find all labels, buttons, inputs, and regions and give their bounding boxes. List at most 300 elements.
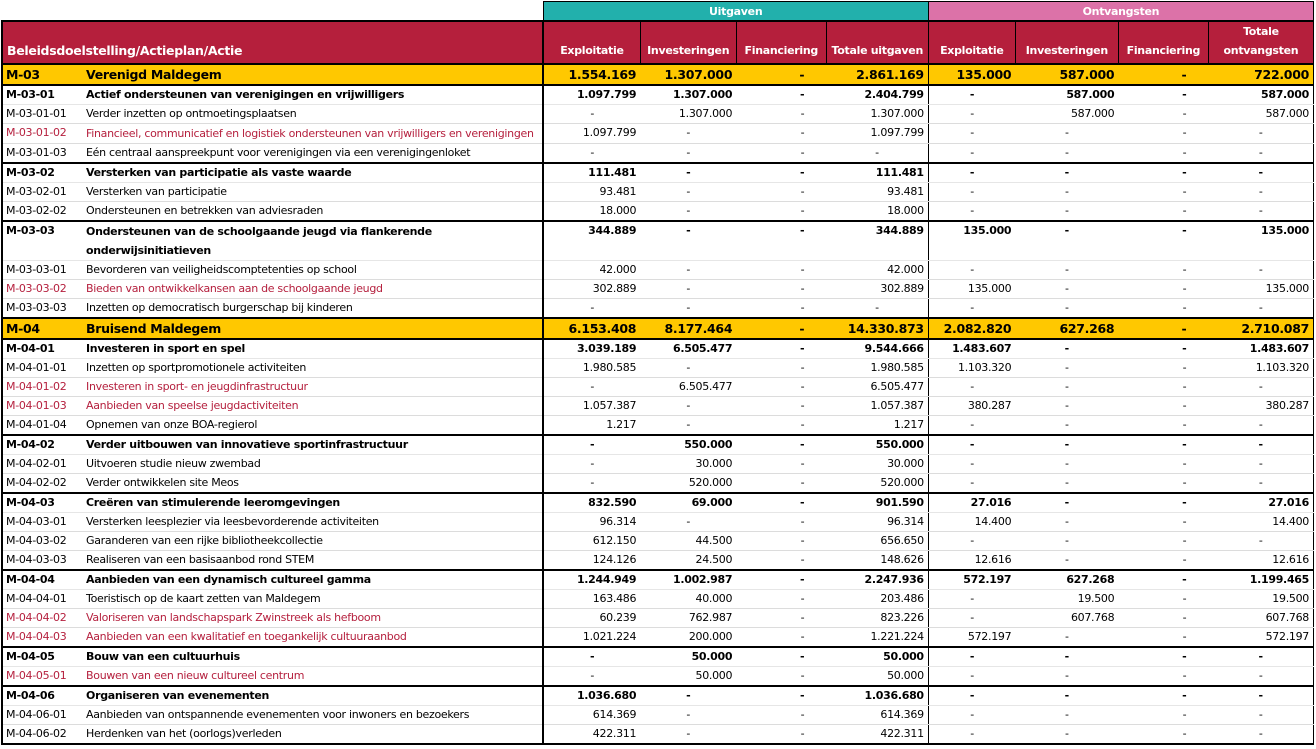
cell-o-exploitatie: -	[928, 455, 1015, 474]
cell-u-financiering: -	[736, 416, 826, 436]
cell-o-financiering: -	[1118, 163, 1208, 183]
cell-u-financiering: -	[736, 124, 826, 144]
cell-totale-uitgaven: 1.221.224	[826, 628, 928, 648]
column-header-main: Beleidsdoelstelling/Actieplan/Actie	[2, 21, 543, 64]
cell-u-financiering: -	[736, 435, 826, 455]
row-code: M-04-03-03	[2, 551, 82, 571]
actieplan-row	[2, 647, 1314, 667]
cell-o-investeringen: -	[1015, 706, 1118, 725]
row-code: M-03-02-01	[2, 183, 82, 202]
cell-u-exploitatie: 1.036.680	[543, 686, 640, 706]
cell-u-financiering: -	[736, 667, 826, 687]
actie-row	[2, 706, 1314, 725]
cell-u-exploitatie: 1.021.224	[543, 628, 640, 648]
cell-u-exploitatie: -	[543, 144, 640, 164]
cell-totale-uitgaven: 823.226	[826, 609, 928, 628]
group-header-uitgaven: Uitgaven	[543, 2, 928, 22]
cell-totale-ontvangsten: -	[1208, 202, 1313, 222]
cell-totale-ontvangsten: -	[1208, 725, 1313, 745]
cell-totale-uitgaven: 30.000	[826, 455, 928, 474]
cell-o-financiering: -	[1118, 590, 1208, 609]
cell-o-exploitatie: -	[928, 261, 1015, 280]
row-description: Investeren in sport- en jeugdinfrastructuur	[82, 378, 543, 397]
cell-o-financiering: -	[1118, 725, 1208, 745]
cell-totale-ontvangsten: 27.016	[1208, 493, 1313, 513]
cell-totale-uitgaven: 18.000	[826, 202, 928, 222]
cell-u-financiering: -	[736, 85, 826, 105]
cell-totale-uitgaven: 2.404.799	[826, 85, 928, 105]
cell-u-financiering: -	[736, 221, 826, 261]
actie-row	[2, 105, 1314, 124]
cell-o-investeringen: -	[1015, 299, 1118, 319]
column-header-row	[2, 21, 1314, 64]
row-code: M-04-06-01	[2, 706, 82, 725]
cell-u-investeringen: 762.987	[640, 609, 736, 628]
actie-row	[2, 532, 1314, 551]
cell-totale-ontvangsten: 135.000	[1208, 221, 1313, 261]
cell-u-financiering: -	[736, 280, 826, 299]
cell-u-investeringen: -	[640, 513, 736, 532]
column-header-o-exploitatie: Exploitatie	[928, 21, 1015, 64]
cell-o-exploitatie: -	[928, 85, 1015, 105]
row-code: M-03-01	[2, 85, 82, 105]
cell-o-exploitatie: 135.000	[928, 280, 1015, 299]
cell-o-exploitatie: 1.483.607	[928, 339, 1015, 359]
row-code: M-03-01-03	[2, 144, 82, 164]
cell-totale-ontvangsten: 1.483.607	[1208, 339, 1313, 359]
cell-o-exploitatie: 572.197	[928, 570, 1015, 590]
row-code: M-04-01	[2, 339, 82, 359]
row-code: M-04-06	[2, 686, 82, 706]
actie-row	[2, 725, 1314, 745]
row-code: M-03-01-02	[2, 124, 82, 144]
cell-o-investeringen: -	[1015, 686, 1118, 706]
cell-o-investeringen: 627.268	[1015, 570, 1118, 590]
cell-o-investeringen: 587.000	[1015, 85, 1118, 105]
cell-u-investeringen: -	[640, 359, 736, 378]
row-code: M-03-03	[2, 221, 82, 261]
cell-o-exploitatie: -	[928, 202, 1015, 222]
cell-u-exploitatie: -	[543, 299, 640, 319]
actie-row	[2, 667, 1314, 687]
cell-totale-ontvangsten: 135.000	[1208, 280, 1313, 299]
cell-u-exploitatie: 1.980.585	[543, 359, 640, 378]
cell-totale-uitgaven: 6.505.477	[826, 378, 928, 397]
row-code: M-04-04	[2, 570, 82, 590]
cell-u-investeringen: 40.000	[640, 590, 736, 609]
actie-row	[2, 144, 1314, 164]
cell-o-exploitatie: -	[928, 105, 1015, 124]
cell-totale-ontvangsten: 587.000	[1208, 105, 1313, 124]
cell-u-financiering: -	[736, 261, 826, 280]
row-description: Actief ondersteunen van verenigingen en vrijwilligers	[82, 85, 543, 105]
goal-row	[2, 64, 1314, 85]
cell-u-financiering: -	[736, 474, 826, 494]
cell-totale-uitgaven: 111.481	[826, 163, 928, 183]
row-code: M-04-05-01	[2, 667, 82, 687]
cell-u-exploitatie: 6.153.408	[543, 318, 640, 339]
cell-o-financiering: -	[1118, 493, 1208, 513]
cell-o-financiering: -	[1118, 299, 1208, 319]
cell-totale-ontvangsten: 380.287	[1208, 397, 1313, 416]
cell-u-investeringen: -	[640, 397, 736, 416]
cell-o-exploitatie: 572.197	[928, 628, 1015, 648]
cell-totale-uitgaven: 42.000	[826, 261, 928, 280]
cell-totale-uitgaven: 550.000	[826, 435, 928, 455]
row-description: Versterken leesplezier via leesbevorderende activiteiten	[82, 513, 543, 532]
row-description: Ondersteunen van de schoolgaande jeugd via flankerende onderwijsinitiatieven	[82, 221, 543, 261]
cell-o-exploitatie: 1.103.320	[928, 359, 1015, 378]
cell-totale-ontvangsten: 572.197	[1208, 628, 1313, 648]
actieplan-row	[2, 435, 1314, 455]
cell-o-financiering: -	[1118, 318, 1208, 339]
column-header-totale-ontvangsten: Totale ontvangsten	[1208, 21, 1313, 64]
cell-totale-ontvangsten: 722.000	[1208, 64, 1313, 85]
cell-o-investeringen: -	[1015, 493, 1118, 513]
cell-u-exploitatie: -	[543, 647, 640, 667]
cell-u-exploitatie: 1.057.387	[543, 397, 640, 416]
cell-u-exploitatie: 93.481	[543, 183, 640, 202]
cell-o-financiering: -	[1118, 513, 1208, 532]
cell-u-financiering: -	[736, 532, 826, 551]
cell-o-exploitatie: 380.287	[928, 397, 1015, 416]
cell-o-exploitatie: -	[928, 647, 1015, 667]
actie-row	[2, 416, 1314, 436]
cell-o-exploitatie: -	[928, 686, 1015, 706]
cell-u-financiering: -	[736, 609, 826, 628]
cell-totale-uitgaven: 93.481	[826, 183, 928, 202]
cell-o-investeringen: -	[1015, 725, 1118, 745]
cell-u-exploitatie: -	[543, 378, 640, 397]
cell-o-financiering: -	[1118, 144, 1208, 164]
cell-o-financiering: -	[1118, 378, 1208, 397]
cell-totale-ontvangsten: -	[1208, 183, 1313, 202]
cell-totale-uitgaven: 1.036.680	[826, 686, 928, 706]
actie-row	[2, 397, 1314, 416]
cell-totale-ontvangsten: -	[1208, 124, 1313, 144]
row-description: Financieel, communicatief en logistiek ondersteunen van vrijwilligers en verenigingen	[82, 124, 543, 144]
cell-o-financiering: -	[1118, 124, 1208, 144]
cell-u-exploitatie: 96.314	[543, 513, 640, 532]
actie-row	[2, 261, 1314, 280]
cell-totale-uitgaven: 2.861.169	[826, 64, 928, 85]
cell-o-investeringen: -	[1015, 532, 1118, 551]
cell-totale-ontvangsten: 2.710.087	[1208, 318, 1313, 339]
cell-totale-uitgaven: 14.330.873	[826, 318, 928, 339]
cell-totale-uitgaven: 302.889	[826, 280, 928, 299]
row-description: Investeren in sport en spel	[82, 339, 543, 359]
row-code: M-04-01-02	[2, 378, 82, 397]
actie-row	[2, 299, 1314, 319]
budget-table	[1, 1, 1314, 745]
actieplan-row	[2, 570, 1314, 590]
actie-row	[2, 455, 1314, 474]
cell-totale-ontvangsten: -	[1208, 706, 1313, 725]
row-code: M-04-01-01	[2, 359, 82, 378]
cell-u-investeringen: -	[640, 221, 736, 261]
cell-o-financiering: -	[1118, 455, 1208, 474]
cell-u-investeringen: -	[640, 416, 736, 436]
actie-row	[2, 628, 1314, 648]
cell-u-financiering: -	[736, 378, 826, 397]
cell-totale-uitgaven: 520.000	[826, 474, 928, 494]
cell-totale-uitgaven: 50.000	[826, 647, 928, 667]
row-description: Realiseren van een basisaanbod rond STEM	[82, 551, 543, 571]
goal-row	[2, 318, 1314, 339]
row-code: M-04-03-02	[2, 532, 82, 551]
cell-totale-uitgaven: 1.307.000	[826, 105, 928, 124]
cell-totale-ontvangsten: -	[1208, 378, 1313, 397]
cell-o-financiering: -	[1118, 609, 1208, 628]
cell-o-financiering: -	[1118, 532, 1208, 551]
row-code: M-03-02	[2, 163, 82, 183]
cell-o-financiering: -	[1118, 551, 1208, 571]
cell-totale-ontvangsten: 1.103.320	[1208, 359, 1313, 378]
cell-u-investeringen: 8.177.464	[640, 318, 736, 339]
row-description: Versterken van participatie als vaste waarde	[82, 163, 543, 183]
cell-u-financiering: -	[736, 183, 826, 202]
cell-u-investeringen: 44.500	[640, 532, 736, 551]
cell-u-exploitatie: 1.244.949	[543, 570, 640, 590]
cell-o-exploitatie: -	[928, 725, 1015, 745]
cell-u-investeringen: 69.000	[640, 493, 736, 513]
cell-u-investeringen: 1.307.000	[640, 105, 736, 124]
cell-u-exploitatie: 1.217	[543, 416, 640, 436]
cell-u-financiering: -	[736, 105, 826, 124]
cell-o-financiering: -	[1118, 416, 1208, 436]
row-code: M-03-03-03	[2, 299, 82, 319]
cell-totale-uitgaven: 656.650	[826, 532, 928, 551]
cell-u-financiering: -	[736, 339, 826, 359]
cell-u-investeringen: 520.000	[640, 474, 736, 494]
cell-u-financiering: -	[736, 628, 826, 648]
row-code: M-04-06-02	[2, 725, 82, 745]
cell-u-investeringen: -	[640, 261, 736, 280]
cell-totale-ontvangsten: -	[1208, 261, 1313, 280]
cell-o-exploitatie: 27.016	[928, 493, 1015, 513]
cell-o-financiering: -	[1118, 397, 1208, 416]
cell-totale-uitgaven: 344.889	[826, 221, 928, 261]
cell-o-investeringen: 607.768	[1015, 609, 1118, 628]
cell-u-financiering: -	[736, 163, 826, 183]
cell-u-exploitatie: 344.889	[543, 221, 640, 261]
row-description: Verder uitbouwen van innovatieve sportinfrastructuur	[82, 435, 543, 455]
row-code: M-03-03-01	[2, 261, 82, 280]
cell-totale-ontvangsten: -	[1208, 299, 1313, 319]
row-code: M-04-03	[2, 493, 82, 513]
cell-u-financiering: -	[736, 647, 826, 667]
cell-o-financiering: -	[1118, 202, 1208, 222]
cell-totale-uitgaven: 1.097.799	[826, 124, 928, 144]
row-code: M-03	[2, 64, 82, 85]
row-description: Verder ontwikkelen site Meos	[82, 474, 543, 494]
cell-o-exploitatie: -	[928, 532, 1015, 551]
row-description: Bevorderen van veiligheidscomptetenties op school	[82, 261, 543, 280]
row-description: Aanbieden van een kwalitatief en toegankelijk cultuuraanbod	[82, 628, 543, 648]
cell-u-investeringen: -	[640, 144, 736, 164]
table-body	[2, 64, 1314, 744]
cell-o-investeringen: -	[1015, 628, 1118, 648]
cell-u-financiering: -	[736, 202, 826, 222]
cell-u-exploitatie: -	[543, 474, 640, 494]
cell-totale-ontvangsten: 14.400	[1208, 513, 1313, 532]
cell-u-financiering: -	[736, 397, 826, 416]
row-description: Bouw van een cultuurhuis	[82, 647, 543, 667]
actieplan-row	[2, 85, 1314, 105]
row-description: Organiseren van evenementen	[82, 686, 543, 706]
cell-totale-ontvangsten: -	[1208, 474, 1313, 494]
cell-totale-uitgaven: 1.217	[826, 416, 928, 436]
cell-u-financiering: -	[736, 359, 826, 378]
cell-o-exploitatie: -	[928, 474, 1015, 494]
actieplan-row	[2, 493, 1314, 513]
cell-o-financiering: -	[1118, 686, 1208, 706]
cell-o-financiering: -	[1118, 221, 1208, 261]
cell-o-investeringen: -	[1015, 416, 1118, 436]
cell-u-financiering: -	[736, 299, 826, 319]
cell-o-investeringen: -	[1015, 378, 1118, 397]
cell-totale-ontvangsten: -	[1208, 647, 1313, 667]
column-header-u-exploitatie: Exploitatie	[543, 21, 640, 64]
cell-u-investeringen: 550.000	[640, 435, 736, 455]
cell-o-financiering: -	[1118, 706, 1208, 725]
cell-o-investeringen: 627.268	[1015, 318, 1118, 339]
row-description: Verder inzetten op ontmoetingsplaatsen	[82, 105, 543, 124]
cell-u-investeringen: 6.505.477	[640, 339, 736, 359]
column-header-u-financiering: Financiering	[736, 21, 826, 64]
row-description: Inzetten op democratisch burgerschap bij kinderen	[82, 299, 543, 319]
cell-o-exploitatie: -	[928, 609, 1015, 628]
cell-o-investeringen: -	[1015, 202, 1118, 222]
cell-o-exploitatie: -	[928, 416, 1015, 436]
group-header-ontvangsten: Ontvangsten	[928, 2, 1313, 22]
cell-u-exploitatie: -	[543, 667, 640, 687]
actieplan-row	[2, 686, 1314, 706]
row-description: Valoriseren van landschapspark Zwinstreek als hefboom	[82, 609, 543, 628]
cell-o-financiering: -	[1118, 64, 1208, 85]
cell-u-investeringen: 50.000	[640, 667, 736, 687]
cell-totale-ontvangsten: 12.616	[1208, 551, 1313, 571]
actie-row	[2, 513, 1314, 532]
cell-totale-ontvangsten: 1.199.465	[1208, 570, 1313, 590]
cell-o-exploitatie: -	[928, 435, 1015, 455]
row-description: Aanbieden van ontspannende evenementen voor inwoners en bezoekers	[82, 706, 543, 725]
actieplan-row	[2, 163, 1314, 183]
cell-o-investeringen: -	[1015, 183, 1118, 202]
cell-u-investeringen: -	[640, 163, 736, 183]
cell-o-investeringen: -	[1015, 280, 1118, 299]
row-code: M-03-03-02	[2, 280, 82, 299]
cell-totale-uitgaven: -	[826, 299, 928, 319]
cell-u-exploitatie: 124.126	[543, 551, 640, 571]
cell-totale-ontvangsten: 19.500	[1208, 590, 1313, 609]
cell-o-investeringen: -	[1015, 163, 1118, 183]
cell-u-exploitatie: 422.311	[543, 725, 640, 745]
cell-totale-ontvangsten: 607.768	[1208, 609, 1313, 628]
actie-row	[2, 378, 1314, 397]
cell-totale-uitgaven: 148.626	[826, 551, 928, 571]
cell-u-exploitatie: 302.889	[543, 280, 640, 299]
cell-u-financiering: -	[736, 570, 826, 590]
cell-o-exploitatie: 135.000	[928, 64, 1015, 85]
actie-row	[2, 124, 1314, 144]
cell-o-financiering: -	[1118, 105, 1208, 124]
cell-u-investeringen: 1.307.000	[640, 64, 736, 85]
row-description: Creëren van stimulerende leeromgevingen	[82, 493, 543, 513]
row-code: M-04-01-04	[2, 416, 82, 436]
row-description: Verenigd Maldegem	[82, 64, 543, 85]
cell-totale-uitgaven: 203.486	[826, 590, 928, 609]
cell-u-exploitatie: 3.039.189	[543, 339, 640, 359]
cell-u-financiering: -	[736, 144, 826, 164]
cell-o-investeringen: -	[1015, 397, 1118, 416]
cell-u-investeringen: -	[640, 124, 736, 144]
cell-o-exploitatie: -	[928, 706, 1015, 725]
row-description: Bruisend Maldegem	[82, 318, 543, 339]
cell-o-investeringen: -	[1015, 435, 1118, 455]
actie-row	[2, 183, 1314, 202]
cell-totale-ontvangsten: -	[1208, 532, 1313, 551]
cell-o-investeringen: -	[1015, 359, 1118, 378]
cell-o-investeringen: 587.000	[1015, 105, 1118, 124]
column-header-totale-uitgaven: Totale uitgaven	[826, 21, 928, 64]
cell-u-financiering: -	[736, 318, 826, 339]
cell-u-exploitatie: 60.239	[543, 609, 640, 628]
cell-o-exploitatie: -	[928, 590, 1015, 609]
cell-totale-uitgaven: 422.311	[826, 725, 928, 745]
row-description: Versterken van participatie	[82, 183, 543, 202]
actie-row	[2, 474, 1314, 494]
cell-u-investeringen: 50.000	[640, 647, 736, 667]
row-description: Toeristisch op de kaart zetten van Maldegem	[82, 590, 543, 609]
cell-u-exploitatie: 1.554.169	[543, 64, 640, 85]
row-description: Ondersteunen en betrekken van adviesraden	[82, 202, 543, 222]
cell-o-exploitatie: -	[928, 667, 1015, 687]
cell-u-financiering: -	[736, 706, 826, 725]
cell-u-exploitatie: 614.369	[543, 706, 640, 725]
cell-u-financiering: -	[736, 513, 826, 532]
cell-o-investeringen: 587.000	[1015, 64, 1118, 85]
cell-u-investeringen: 6.505.477	[640, 378, 736, 397]
actieplan-row	[2, 221, 1314, 261]
cell-o-exploitatie: 2.082.820	[928, 318, 1015, 339]
cell-u-exploitatie: 1.097.799	[543, 85, 640, 105]
row-code: M-04-04-03	[2, 628, 82, 648]
cell-o-exploitatie: -	[928, 144, 1015, 164]
cell-o-financiering: -	[1118, 628, 1208, 648]
row-description: Garanderen van een rijke bibliotheekcollectie	[82, 532, 543, 551]
cell-u-investeringen: -	[640, 299, 736, 319]
cell-o-exploitatie: -	[928, 378, 1015, 397]
row-description: Aanbieden van een dynamisch cultureel gamma	[82, 570, 543, 590]
cell-totale-uitgaven: 50.000	[826, 667, 928, 687]
cell-o-investeringen: -	[1015, 513, 1118, 532]
cell-o-financiering: -	[1118, 435, 1208, 455]
cell-totale-uitgaven: 901.590	[826, 493, 928, 513]
actie-row	[2, 280, 1314, 299]
cell-o-financiering: -	[1118, 261, 1208, 280]
cell-totale-ontvangsten: -	[1208, 416, 1313, 436]
cell-o-exploitatie: -	[928, 124, 1015, 144]
row-code: M-04-05	[2, 647, 82, 667]
row-code: M-03-02-02	[2, 202, 82, 222]
cell-u-exploitatie: 111.481	[543, 163, 640, 183]
cell-u-investeringen: 24.500	[640, 551, 736, 571]
cell-u-exploitatie: 42.000	[543, 261, 640, 280]
group-header-row	[2, 2, 1314, 22]
cell-o-financiering: -	[1118, 359, 1208, 378]
cell-o-investeringen: -	[1015, 339, 1118, 359]
